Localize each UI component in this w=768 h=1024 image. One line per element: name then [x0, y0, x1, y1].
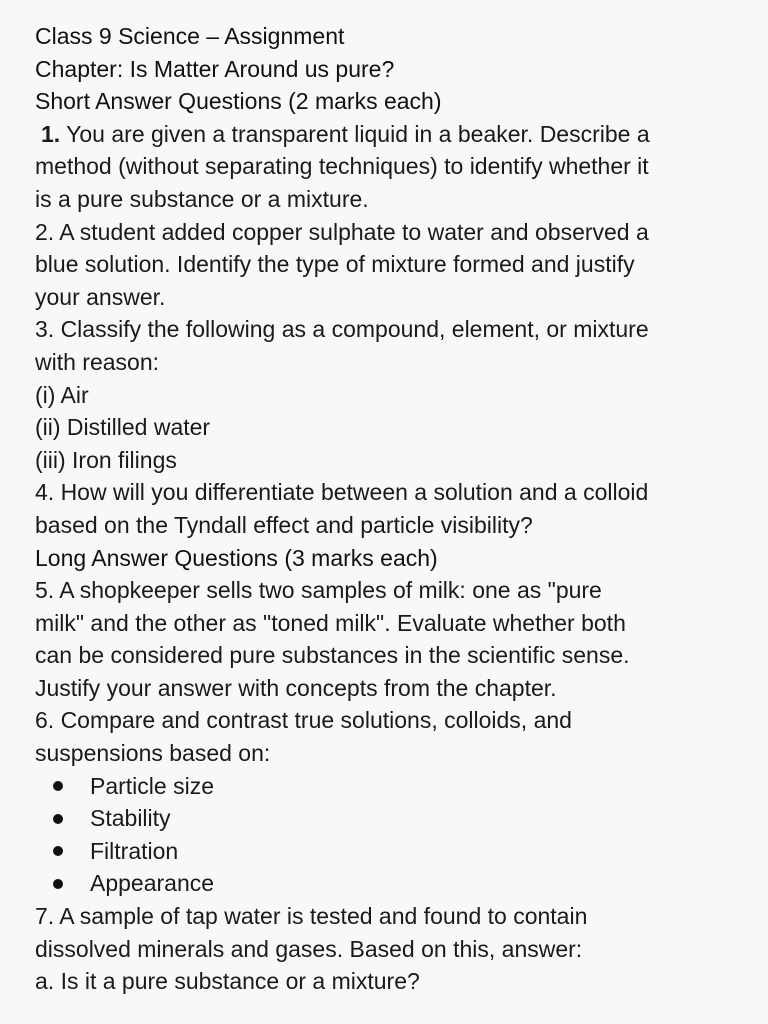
question-2-line-3: your answer.	[35, 283, 166, 310]
question-2-line-1: 2. A student added copper sulphate to water and observed a	[35, 218, 649, 245]
question-2	[35, 216, 738, 314]
question-5-line-3: can be considered pure substances in the scientific sense.	[35, 642, 630, 669]
bullet-icon	[53, 781, 63, 791]
bullet-text: Appearance	[90, 870, 215, 897]
bullet-icon	[53, 846, 63, 856]
question-4-line-2: based on the Tyndall effect and particle visibility?	[35, 511, 533, 538]
question-3-line-2: with reason:	[35, 348, 160, 375]
question-5-line-4: Justify your answer with concepts from the chapter.	[35, 674, 557, 701]
question-6-line-2: suspensions based on:	[35, 740, 271, 767]
question-5-line-1: 5. A shopkeeper sells two samples of milk: one as "pure	[35, 577, 602, 604]
question-1-line-3: is a pure substance or a mixture.	[35, 185, 369, 212]
bullet-text: Filtration	[90, 837, 179, 864]
question-5-line-2: milk" and the other as "toned milk". Evaluate whether both	[35, 609, 626, 636]
question-6-line-1: 6. Compare and contrast true solutions, colloids, and	[35, 707, 572, 734]
section-heading-long: Long Answer Questions (3 marks each)	[35, 544, 438, 571]
question-3	[35, 313, 738, 476]
bullet-text: Particle size	[90, 772, 214, 799]
list-item	[35, 802, 738, 835]
section-heading-short: Short Answer Questions (2 marks each)	[35, 88, 442, 115]
question-1-number: 1.	[41, 120, 61, 147]
question-1	[35, 118, 738, 216]
bullet-icon	[53, 879, 63, 889]
question-7-line-2: dissolved minerals and gases. Based on this, answer:	[35, 935, 583, 962]
question-7	[35, 900, 738, 998]
question-3-item-ii: (ii) Distilled water	[35, 414, 211, 441]
bullet-icon	[53, 814, 63, 824]
page-title: Class 9 Science – Assignment	[35, 23, 345, 49]
question-6	[35, 704, 738, 900]
question-7-line-1: 7. A sample of tap water is tested and found to contain	[35, 903, 588, 930]
question-3-line-1: 3. Classify the following as a compound, element, or mixture	[35, 316, 649, 343]
question-3-item-i: (i) Air	[35, 381, 89, 408]
question-5	[35, 574, 738, 704]
question-1-line-2: method (without separating techniques) to identify whether it	[35, 153, 649, 180]
question-3-item-iii: (iii) Iron filings	[35, 446, 177, 473]
list-item	[35, 867, 738, 900]
question-4-line-1: 4. How will you differentiate between a solution and a colloid	[35, 479, 649, 506]
question-1-line-1: You are given a transparent liquid in a beaker. Describe a	[60, 120, 650, 147]
question-6-bullet-list	[35, 770, 738, 900]
list-item	[35, 770, 738, 803]
chapter-title: Chapter: Is Matter Around us pure?	[35, 55, 395, 82]
question-4	[35, 476, 738, 541]
question-2-line-2: blue solution. Identify the type of mixture formed and justify	[35, 251, 635, 278]
bullet-text: Stability	[90, 805, 171, 832]
question-7-part-a: a. Is it a pure substance or a mixture?	[35, 968, 420, 995]
list-item	[35, 835, 738, 868]
